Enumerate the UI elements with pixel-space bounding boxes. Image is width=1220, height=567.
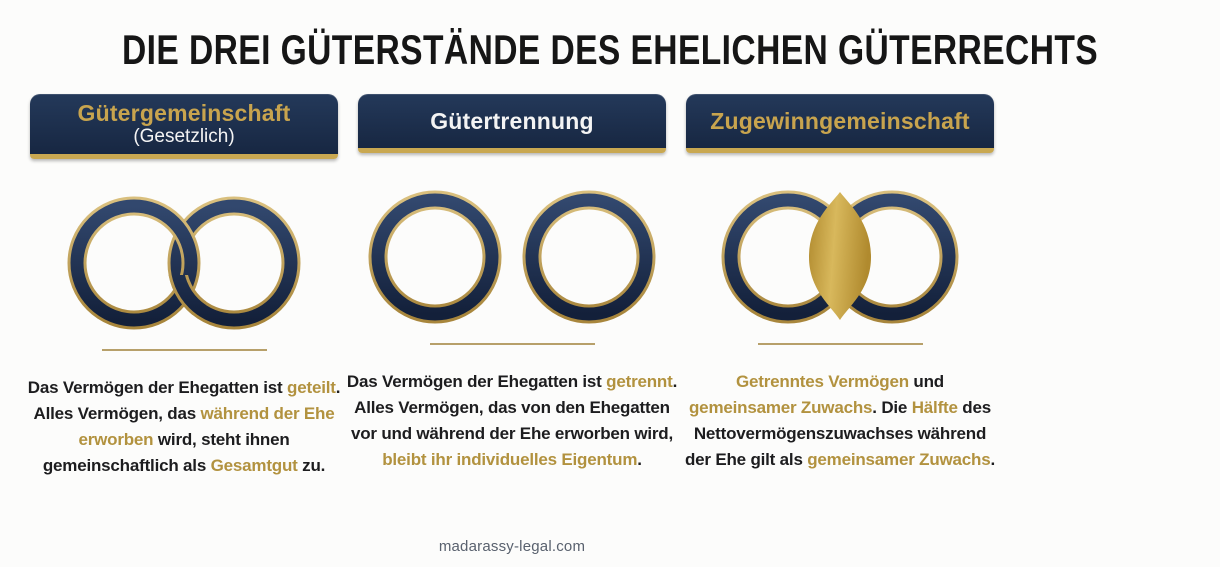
separated-rings-icon: [358, 175, 666, 339]
gold-divider: [758, 343, 923, 345]
interlocked-rings-icon: [30, 181, 338, 345]
header-box-guetertrennung: [358, 94, 666, 153]
header-title: Gütertrennung: [430, 108, 594, 134]
gold-divider: [430, 343, 595, 345]
description-text: Das Vermögen der Ehegatten ist geteilt. Alles Vermögen, das während der Ehe erworben wird, steht ihnen gemeinschaftlich als Gesamtgut zu.: [27, 378, 341, 475]
page-title: [0, 26, 1099, 76]
header-subtitle: (Gesetzlich): [133, 126, 235, 147]
description-text: Getrenntes Vermögen und gemeinsamer Zuwachs. Die Hälfte des Nettovermögenszuwachses während der Ehe gilt als gemeinsamer Zuwachs.: [684, 372, 996, 469]
header-title: Gütergemeinschaft: [77, 100, 291, 126]
header-title: Zugewinngemeinschaft: [710, 108, 970, 134]
columns-row: [0, 94, 1024, 479]
overlapping-rings-icon: [686, 175, 994, 339]
gold-divider: [102, 349, 267, 351]
infographic-page: [0, 26, 1099, 567]
column-zugewinngemeinschaft: [686, 94, 994, 479]
column-guetergemeinschaft: [27, 94, 341, 479]
header-box-guetergemeinschaft: [30, 94, 338, 159]
column-guetertrennung: [346, 94, 678, 479]
description-text: Das Vermögen der Ehegatten ist getrennt. Alles Vermögen, das von den Ehegatten vor und während der Ehe erworben wird, bleibt ihr individuelles Eigentum.: [346, 372, 678, 469]
header-box-zugewinngemeinschaft: [686, 94, 994, 153]
page-title-text: DIE DREI GÜTERSTÄNDE DES EHELICHEN GÜTERRECHTS: [122, 26, 1099, 73]
website-footer: madarassy-legal.com: [438, 538, 586, 555]
